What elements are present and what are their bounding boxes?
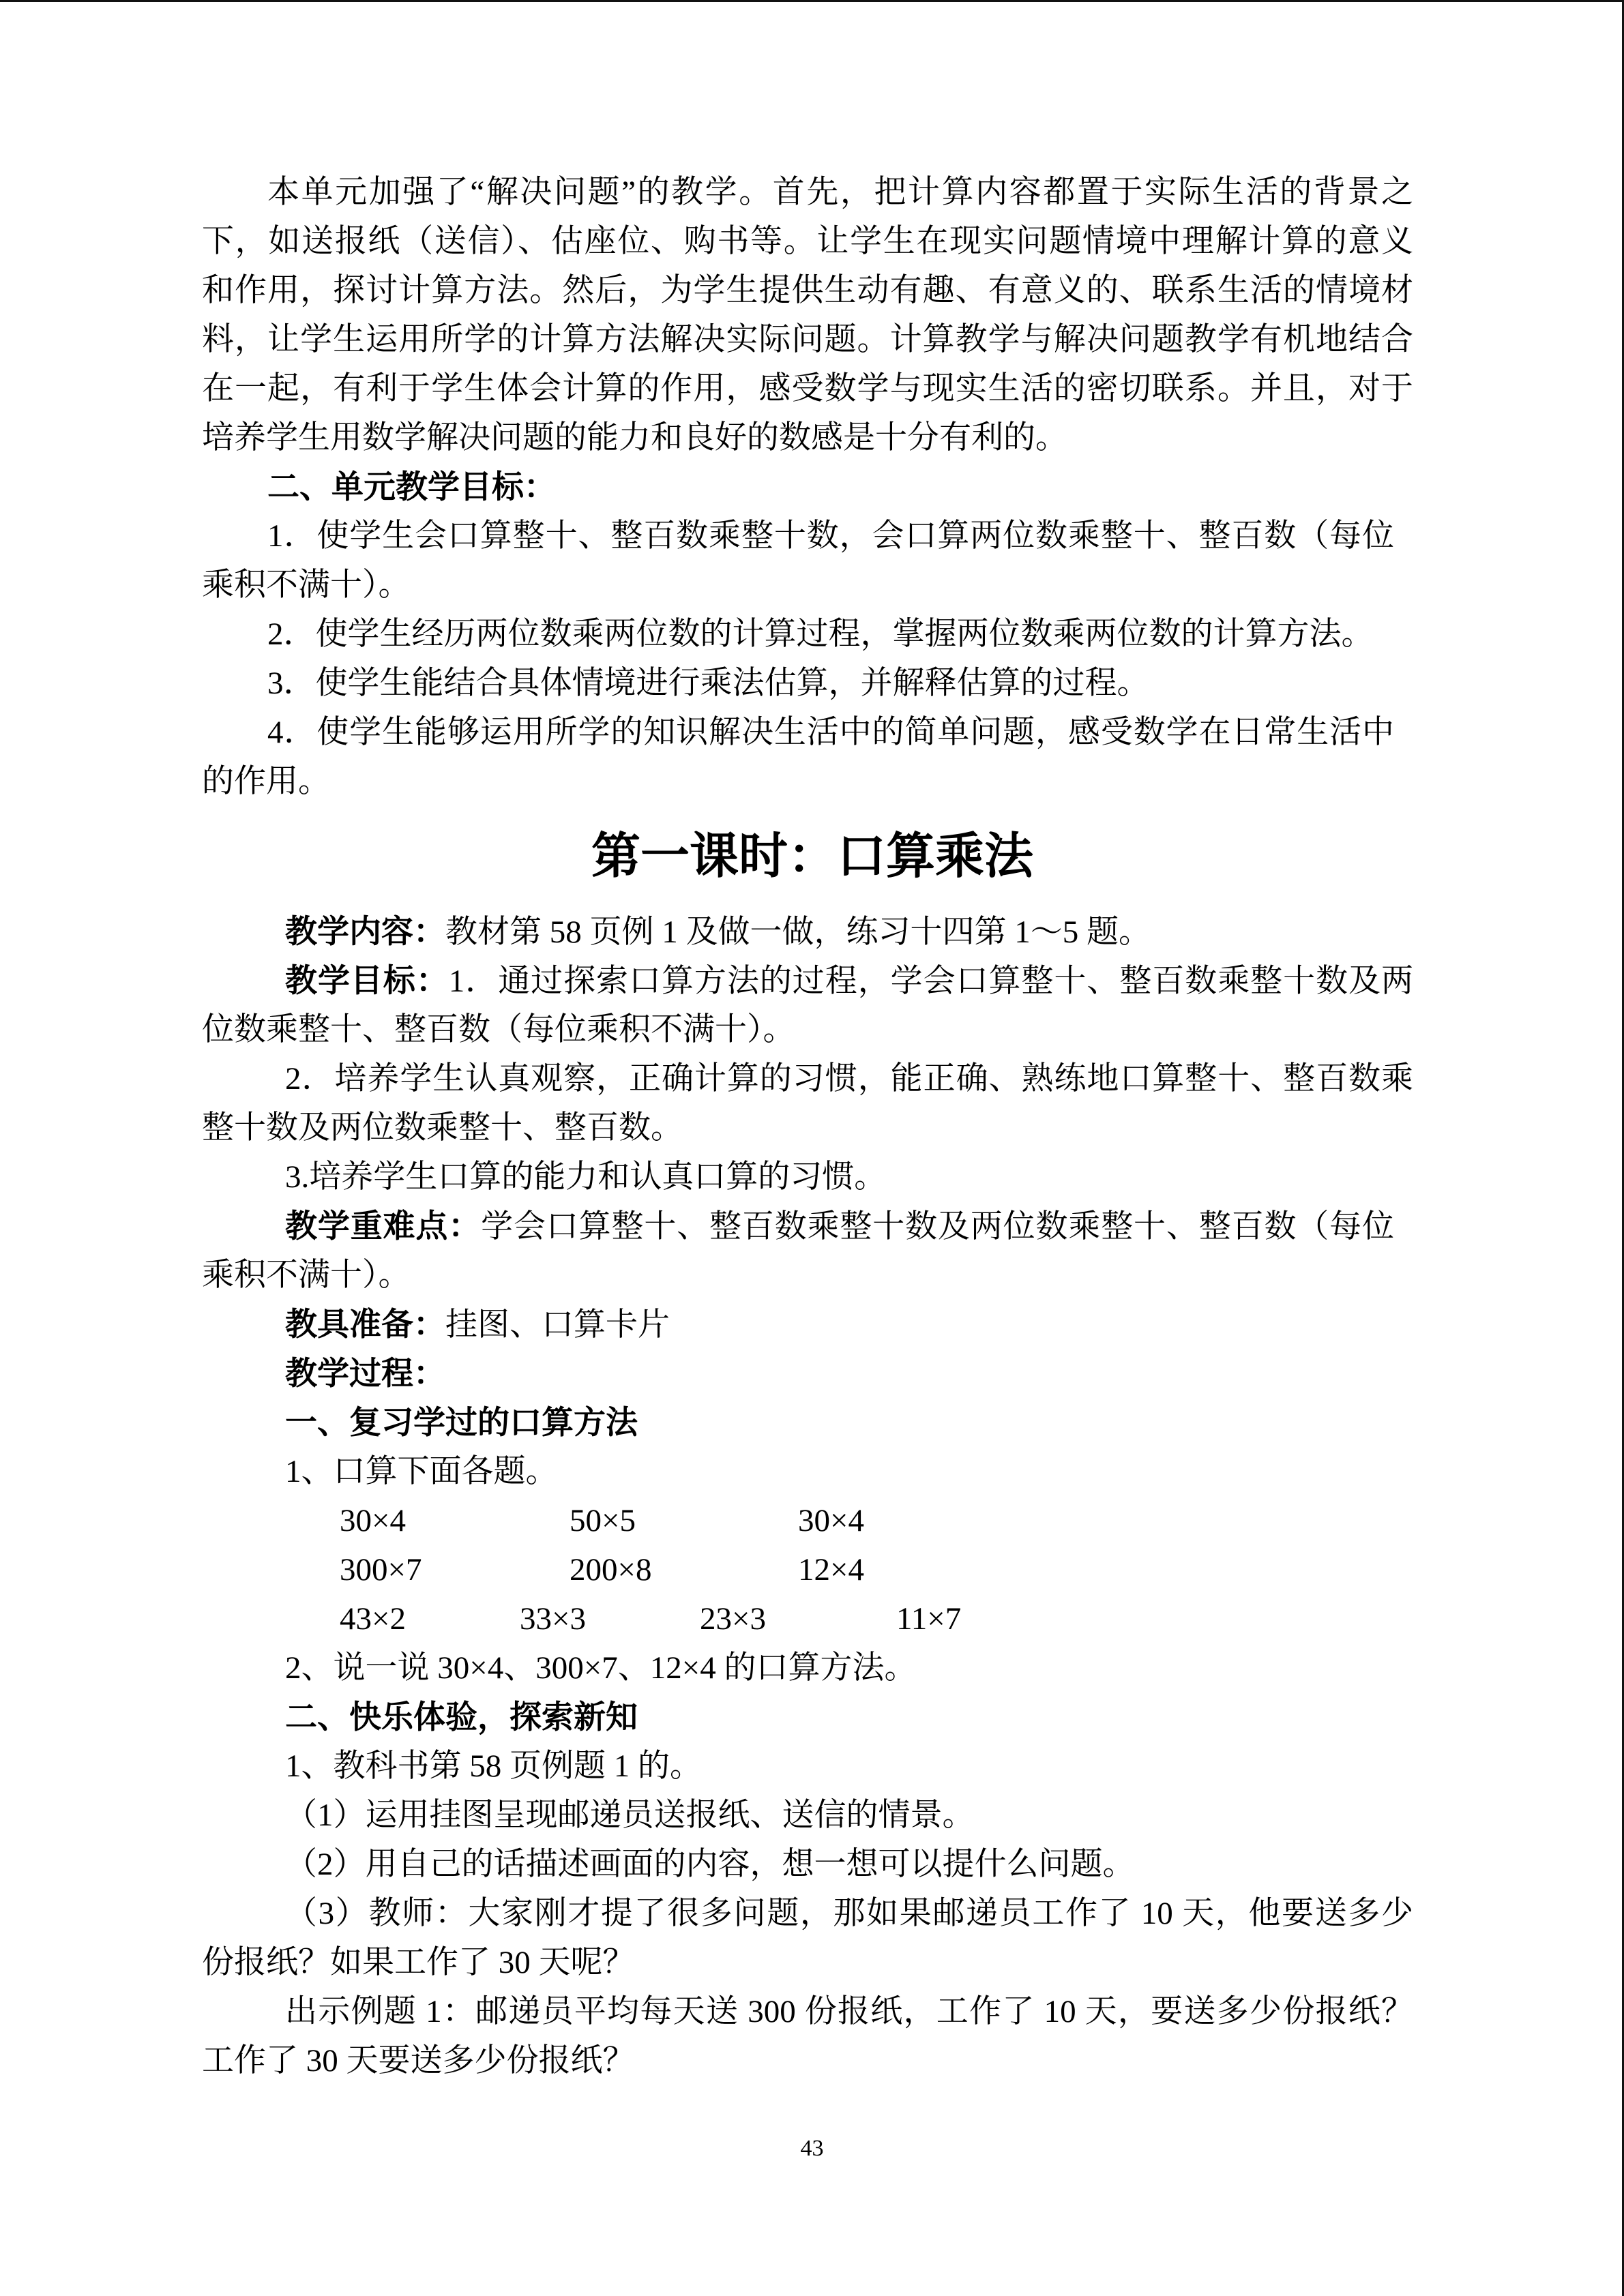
key-points-line: 乘积不满十）。	[202, 1257, 411, 1293]
unit-intro-paragraph	[202, 168, 1413, 462]
key-points-line	[202, 1202, 1413, 1251]
paragraph-line: 本单元加强了“解决问题”的教学。首先，把计算内容都置于实际生活的背景之	[267, 175, 1413, 210]
math-problem: 50×5	[570, 1503, 636, 1538]
objective-line: 3．使学生能结合具体情境进行乘法估算，并解释估算的过程。	[267, 666, 1149, 701]
page-number: 43	[800, 2136, 824, 2161]
lesson-title: 第一课时：口算乘法	[591, 829, 1033, 884]
process-label: 教学过程：	[285, 1355, 445, 1391]
math-problem: 11×7	[896, 1601, 962, 1637]
lesson-content-line	[202, 907, 1413, 956]
problem-row	[202, 1594, 1413, 1643]
math-problem: 30×4	[798, 1503, 865, 1538]
objective-line: 2．使学生经历两位数乘两位数的计算过程，掌握两位数乘两位数的计算方法。	[267, 616, 1374, 652]
objective-line: 4．使学生能够运用所学的知识解决生活中的简单问题，感受数学在日常生活中	[267, 715, 1394, 750]
math-problem: 23×3	[700, 1601, 767, 1637]
lesson-objective-line: 位数乘整十、整百数（每位乘积不满十）。	[202, 1012, 795, 1047]
objective-line: 乘积不满十）。	[202, 567, 411, 603]
step-line: 1、教科书第 58 页例题 1 的。	[285, 1748, 702, 1784]
example-line: 出示例题 1：邮递员平均每天送 300 份报纸，工作了 10 天，要送多少份报纸？	[285, 1994, 1413, 2029]
math-problem: 300×7	[340, 1552, 422, 1587]
section-heading: 一、复习学过的口算方法	[285, 1404, 638, 1440]
section-heading: 二、快乐体验，探索新知	[285, 1699, 638, 1735]
field-label: 教学重难点：	[285, 1208, 482, 1244]
math-problem: 33×3	[520, 1601, 587, 1637]
objective-line: 1．使学生会口算整十、整百数乘整十数，会口算两位数乘整十、整百数（每位	[267, 518, 1394, 554]
field-text: 1．通过探索口算方法的过程，学会口算整十、整百数乘整十数及两	[448, 964, 1414, 999]
sub-step-line: （3）教师：大家刚才提了很多问题，那如果邮递员工作了 10 天，他要送多少	[285, 1896, 1413, 1931]
lesson-details	[202, 907, 1413, 2085]
paragraph-line: 下，如送报纸（送信）、估座位、购书等。让学生在现实问题情境中理解计算的意义	[202, 224, 1413, 259]
materials-line	[202, 1300, 1413, 1349]
math-problem: 200×8	[570, 1552, 652, 1587]
field-text: 挂图、口算卡片	[445, 1307, 670, 1343]
math-problem: 43×2	[340, 1601, 407, 1637]
paragraph-line: 在一起，有利于学生体会计算的作用，感受数学与现实生活的密切联系。并且，对于	[202, 371, 1413, 406]
field-label: 教学目标：	[285, 962, 449, 998]
lesson-objective-line	[202, 956, 1413, 1005]
lesson-objective-line: 2．培养学生认真观察，正确计算的习惯，能正确、熟练地口算整十、整百数乘	[285, 1061, 1413, 1097]
field-label: 教具准备：	[285, 1306, 445, 1342]
objective-line: 的作用。	[202, 764, 330, 799]
lesson-objective-line: 整十数及两位数乘整十、整百数。	[202, 1110, 683, 1146]
sub-step-line: 份报纸？如果工作了 30 天呢？	[202, 1945, 635, 1980]
unit-objectives	[202, 462, 1413, 806]
problem-row	[202, 1496, 1413, 1545]
paragraph-line: 培养学生用数学解决问题的能力和良好的数感是十分有利的。	[202, 420, 1067, 456]
field-text: 教材第 58 页例 1 及做一做，练习十四第 1～5 题。	[445, 914, 1151, 950]
paragraph-line: 和作用，探讨计算方法。然后，为学生提供生动有趣、有意义的、联系生活的情境材	[202, 273, 1413, 308]
sub-step-line: （2）用自己的话描述画面的内容，想一想可以提什么问题。	[285, 1847, 1135, 1882]
section-heading: 二、单元教学目标：	[267, 468, 556, 505]
example-line: 工作了 30 天要送多少份报纸？	[202, 2043, 635, 2078]
task-line: 2、说一说 30×4、300×7、12×4 的口算方法。	[285, 1650, 917, 1686]
math-problem: 12×4	[798, 1552, 865, 1587]
field-text: 学会口算整十、整百数乘整十数及两位数乘整十、整百数（每位	[481, 1209, 1395, 1244]
math-problem: 30×4	[340, 1503, 407, 1538]
problem-row	[202, 1545, 1413, 1594]
page-body	[202, 168, 1413, 2085]
field-label: 教学内容：	[285, 913, 445, 949]
lesson-objective-line: 3.培养学生口算的能力和认真口算的习惯。	[285, 1159, 887, 1195]
sub-step-line: （1）运用挂图呈现邮递员送报纸、送信的情景。	[285, 1798, 975, 1833]
paragraph-line: 料，让学生运用所学的计算方法解决实际问题。计算教学与解决问题教学有机地结合	[202, 322, 1413, 357]
task-line: 1、口算下面各题。	[285, 1454, 558, 1489]
